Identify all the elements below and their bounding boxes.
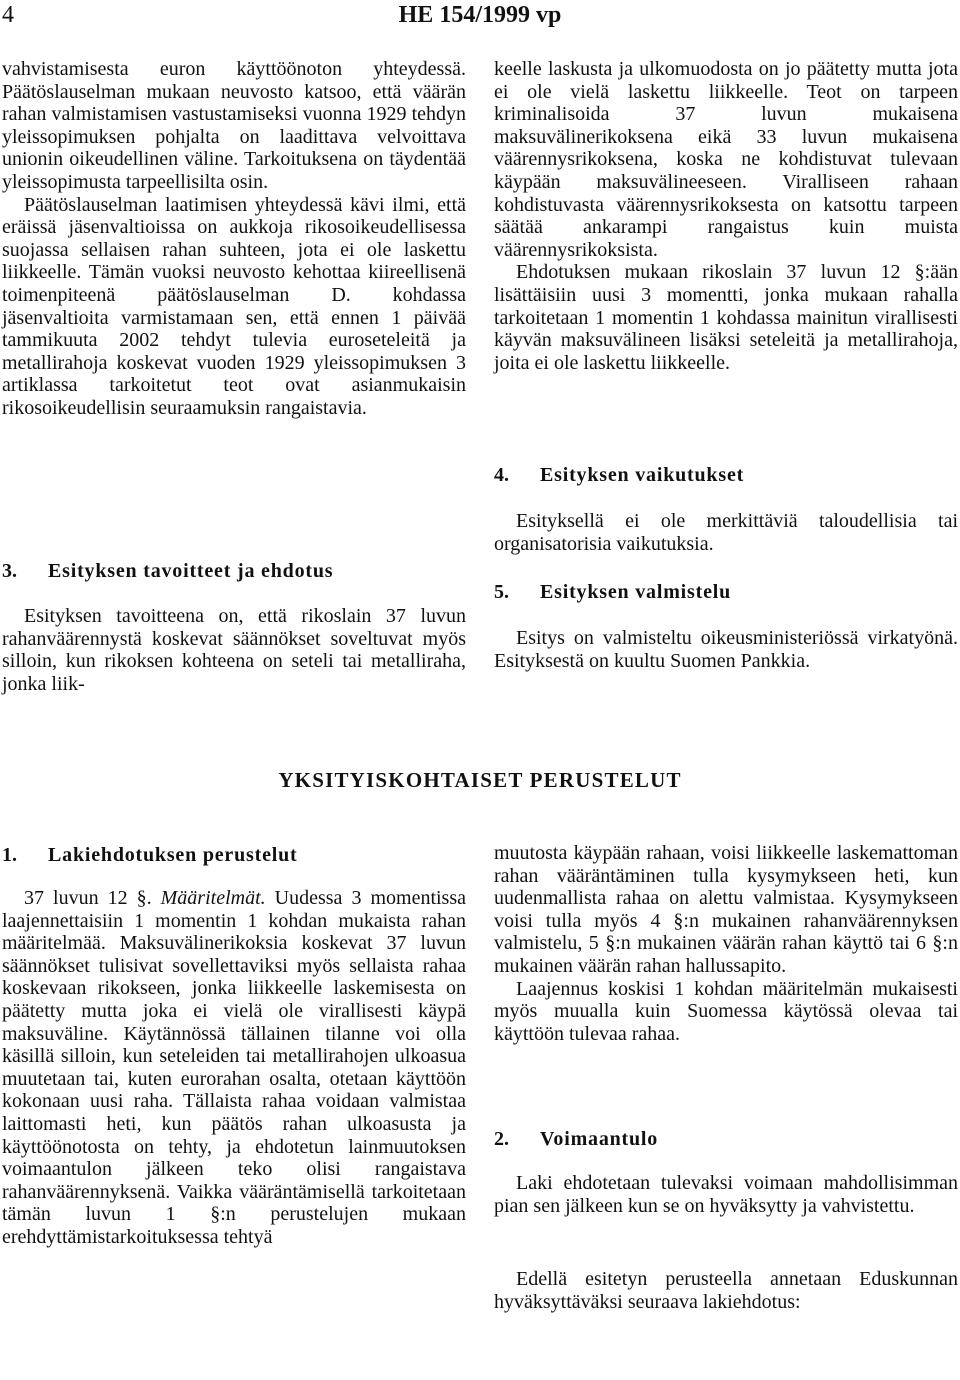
paragraph: Esityksellä ei ole merkittäviä taloudellisia tai organisatorisia vaikutuksia. (494, 510, 958, 555)
detailed-justification-heading: YKSITYISKOHTAISET PERUSTELUT (278, 768, 682, 792)
section-title: Esityksen valmistelu (540, 581, 732, 603)
section-heading-3 (2, 560, 333, 582)
section-title: Esityksen vaikutukset (540, 464, 745, 486)
top-left-column (2, 58, 466, 420)
section-2-body (494, 1172, 958, 1217)
paragraph-text: Uudessa 3 momentissa laajennettaisiin 1 momentin 1 kohdan mukaista rahan määritelmää. Maksuvälinerikoksia koskevat 37 luvun säännökset tulisivat sovellettaviksi myös sellaista rahaa koskevaan rikokseen, jonka liikkeelle laskemisesta on päätetty mutta joka ei vielä ole virallisesti käypä maksuväline. Käytännössä tällainen tilanne voi olla käsillä silloin, kun seteleiden tai metallirahojen ulkoasua muutetaan tai, kuten eurorahan osalta, otetaan käyttöön kokonaan uusi raha. Tällaista rahaa voidaan valmistaa laittomasti heti, kun päätös rahan ulkoasusta ja käyttöönotosta on tehty, ja ehdotetun lainmuutoksen voimaantulon jälkeen teko olisi rangaistava rahanväärennyksenä. Vaikka vääräntämisellä tarkoitetaan tämän luvun 1 §:n perustelujen mukaan erehdyttämistarkoituksessa tehtyä (2, 887, 467, 1248)
paragraph: Edellä esitetyn perusteella annetaan Eduskunnan hyväksyttäväksi seuraava lakiehdotus: (494, 1268, 958, 1313)
closing-paragraph (494, 1268, 958, 1313)
section-number: 2. (494, 1128, 509, 1150)
paragraph: Laajennus koskisi 1 kohdan määritelmän mukaisesti myös muualla kuin Suomessa käytössä olevaa tai käyttöön tulevaa rahaa. (494, 977, 958, 1045)
section-heading-5 (494, 581, 731, 603)
section-number: 4. (494, 464, 509, 486)
section-heading-2 (494, 1128, 658, 1150)
italic-term: Määritelmät. (160, 887, 266, 909)
paragraph: Esityksen tavoitteena on, että rikoslain 37 luvun rahanväärennystä koskevat säännökset soveltuvat myös silloin, kun rikoksen kohteena on seteli tai metalliraha, jonka liik- (2, 605, 466, 695)
paragraph: keelle laskusta ja ulkomuodosta on jo päätetty mutta jota ei ole vielä laskettu liikkeelle. Teot on tarpeen kriminalisoida 37 luvun mukaisena maksuvälinerikoksena eikä 33 luvun mukaisena väärennysrikoksena, koska ne kohdistuvat tulevaan käypään maksuvälineeseen. Viralliseen rahaan kohdistuvasta väärennysrikoksesta on katsottu tarpeen säätää ankarampi rangaistus kuin muista väärennysrikoksista. (494, 58, 958, 261)
section-number: 1. (2, 844, 17, 866)
paragraph (2, 887, 466, 1249)
paragraph: Esitys on valmisteltu oikeusministeriössä virkatyönä. Esityksestä on kuultu Suomen Pankkia. (494, 627, 958, 672)
paragraph: vahvistamisesta euron käyttöönoton yhteydessä. Päätöslauselman mukaan neuvosto katsoo, että väärän rahan valmistamisen vastustamiseksi vuonna 1929 tehdyn yleissopimuksen pohjalta on laadittava velvoittava unionin oikeudellinen väline. Tarkoituksena on täydentää yleissopimusta tarpeellisilta osin. (2, 58, 466, 193)
section-5-body (494, 627, 958, 672)
section-title: Voimaantulo (540, 1128, 659, 1150)
paragraph: Päätöslauselman laatimisen yhteydessä kävi ilmi, että eräissä jäsenvaltioissa on aukkoja rikosoikeudellisessa suojassa sellaisen rahan suhteen, jota ei ole laskettu liikkeelle. Tämän vuoksi neuvosto kehottaa kiireellisenä toimenpiteenä päätöslauselman D. kohdassa jäsenvaltioita varmistamaan sen, että ennen 1 päivää tammikuuta 2002 tehdyt tulevia euroseteleitä ja metallirahoja koskevat vuoden 1929 yleissopimuksen 3 artiklassa tarkoitetut teot ovat asianmukaisin rikosoikeudellisin seuraamuksin rangaistavia. (2, 193, 466, 419)
paragraph: Laki ehdotetaan tulevaksi voimaan mahdollisimman pian sen jälkeen kun se on hyväksytty ja vahvistettu. (494, 1172, 958, 1217)
section-number: 3. (2, 560, 17, 582)
section-title: Lakiehdotuksen perustelut (48, 844, 298, 866)
section-heading-4 (494, 464, 744, 486)
section-1-body (2, 887, 466, 1249)
section-3-body (2, 605, 466, 695)
paragraph: muutosta käypään rahaan, voisi liikkeelle laskemattoman rahan vääräntäminen tulla kysymykseen heti, kun uudenmallista rahaa on alettu valmistaa. Kysymykseen voisi tulla myös 4 §:n mukainen rahanväärennyksen valmistelu, 5 §:n mukainen väärän rahan käyttö tai 6 §:n mukainen väärän rahan hallussapito. (494, 842, 958, 977)
page-number: 4 (2, 2, 14, 28)
bottom-right-column (494, 842, 958, 1045)
section-title: Esityksen tavoitteet ja ehdotus (48, 560, 334, 582)
section-4-body (494, 510, 958, 555)
paragraph: Ehdotuksen mukaan rikoslain 37 luvun 12 §:ään lisättäisiin uusi 3 momentti, jonka mukaan rahalla tarkoitetaan 1 momentin 1 kohdassa mainitun virallisesti käyvän maksuvälineen lisäksi seteleitä ja metallirahoja, joita ei ole laskettu liikkeelle. (494, 261, 958, 374)
section-number: 5. (494, 581, 509, 603)
section-reference: 37 luvun 12 §. (24, 887, 161, 909)
top-right-column (494, 58, 958, 374)
document-id: HE 154/1999 vp (398, 2, 562, 28)
section-heading-1 (2, 844, 298, 866)
